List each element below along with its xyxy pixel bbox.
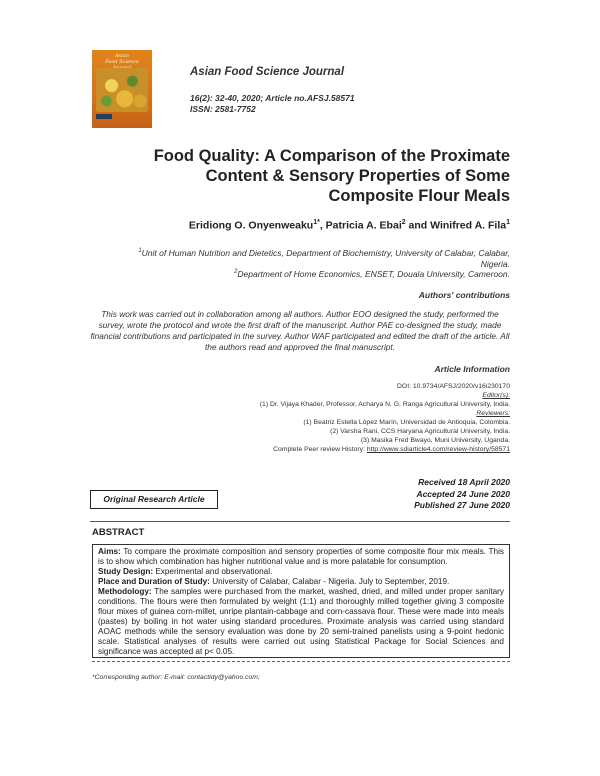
published-date: Published 27 June 2020 <box>414 500 510 510</box>
author-sup: 1 <box>506 219 510 226</box>
volume-info: 16(2): 32-40, 2020; Article no.AFSJ.58571 <box>190 93 355 103</box>
author-separator: and <box>405 219 431 232</box>
received-date: Received 18 April 2020 <box>418 477 510 487</box>
reviewers-label: Reviewers: <box>476 410 510 417</box>
reviewer-1: (1) Beatriz Estella López Marín, Universidad de Antioquia, Colombia. <box>303 419 510 426</box>
paper-title: Food Quality: A Comparison of the Proximate Content & Sensory Properties of Some Composite Flour Meals <box>153 147 510 205</box>
journal-cover-image <box>92 50 152 128</box>
contributions-heading: Authors' contributions <box>418 290 510 300</box>
abstract-design: Study Design: Experimental and observational. <box>98 566 273 576</box>
abstract-top-rule <box>90 521 510 522</box>
cover-badge <box>96 114 112 119</box>
cover-title: Asian Food Science <box>105 53 139 65</box>
editors-label: Editor(s): <box>482 392 510 399</box>
author-name: Eridiong O. Onyenweaku <box>188 219 314 232</box>
issn: ISSN: 2581-7752 <box>190 104 256 114</box>
abstract-box <box>92 544 510 658</box>
contributions-text: This work was carried out in collaboration among all authors. Author EOO designed the study, performed the survey, wrote the protocol and wrote the first draft of the manuscript. Author PAE co-designed the study, made financial contributions and participated in the survey. Author WAF participated and edited the draft of the article. All the authors read and approved the final manuscript. <box>90 309 510 352</box>
abstract-aims: Aims: To compare the proximate composition and sensory properties of some composite flour mix meals. This is to show which combination has higher nutritional value and is more palatable for consumption. <box>98 547 504 566</box>
editor-1: (1) Dr. Vijaya Khader, Professor, Acharya N. G. Ranga Agricultural University, India. <box>259 401 510 408</box>
cover-food-photo <box>96 68 148 112</box>
article-dates <box>414 477 510 512</box>
corresponding-author: *Corresponding author: E-mail: contactidy@yahoo.com; <box>92 674 260 681</box>
article-type-box: Original Research Article <box>90 490 218 509</box>
affiliation-1: $^1$Unit of Human Nutrition and Dietetics, Department of Biochemistry, University of Calabar, Calabar, Nigeria. <box>138 247 510 269</box>
author-name: Winifred A. Fila <box>430 219 507 232</box>
doi: DOI: 10.9734/AFSJ/2020/v16i230170 <box>397 383 510 390</box>
author-name: Patricia A. Ebai <box>325 219 402 232</box>
author-sup: 2 <box>401 219 406 226</box>
affiliation-2: $^2$Department of Home Economics, ENSET, Douala University, Cameroon. <box>234 268 510 279</box>
footnote-divider <box>92 661 510 662</box>
review-history-link[interactable]: http://www.sdiarticle4.com/review-history/58571 <box>366 446 510 453</box>
abstract-heading: ABSTRACT <box>92 527 145 538</box>
author-list <box>120 219 510 232</box>
journal-name: Asian Food Science Journal <box>190 66 345 78</box>
accepted-date: Accepted 24 June 2020 <box>416 488 510 499</box>
reviewer-2: (2) Varsha Rani, CCS Haryana Agricultural University, India. <box>330 428 510 435</box>
author-separator: , <box>319 219 326 232</box>
review-history: Complete Peer review History: http://www.sdiarticle4.com/review-history/58571 <box>273 446 510 453</box>
abstract-methodology: Methodology: The samples were purchased from the market, washed, dried, and milled under proper sanitary conditions. The flours were then formulated by weight (1:1) and thoroughly milled together giving 3 composite flour mixes of guinea corn-millet, unripe plantain-cabbage and corn-cassava flour. These were made into meals (pastes) by boiling in hot water using standard procedures. Proximate analysis was carried using standard AOAC methods while the sensory evaluation was done by 20 semi-trained panelists using a 9-point hedonic scale. Statistical analyses of results were carried out using Statistical Package for Social Sciences and significance was accepted at p< 0.05. <box>98 586 504 656</box>
article-info-heading: Article Information <box>434 364 510 374</box>
abstract-place: Place and Duration of Study: University of Calabar, Calabar - Nigeria. July to September, 2019. <box>98 576 450 586</box>
reviewer-3: (3) Masika Fred Bwayo, Muni University, Uganda. <box>360 437 510 444</box>
author-sup: 1* <box>313 219 320 226</box>
